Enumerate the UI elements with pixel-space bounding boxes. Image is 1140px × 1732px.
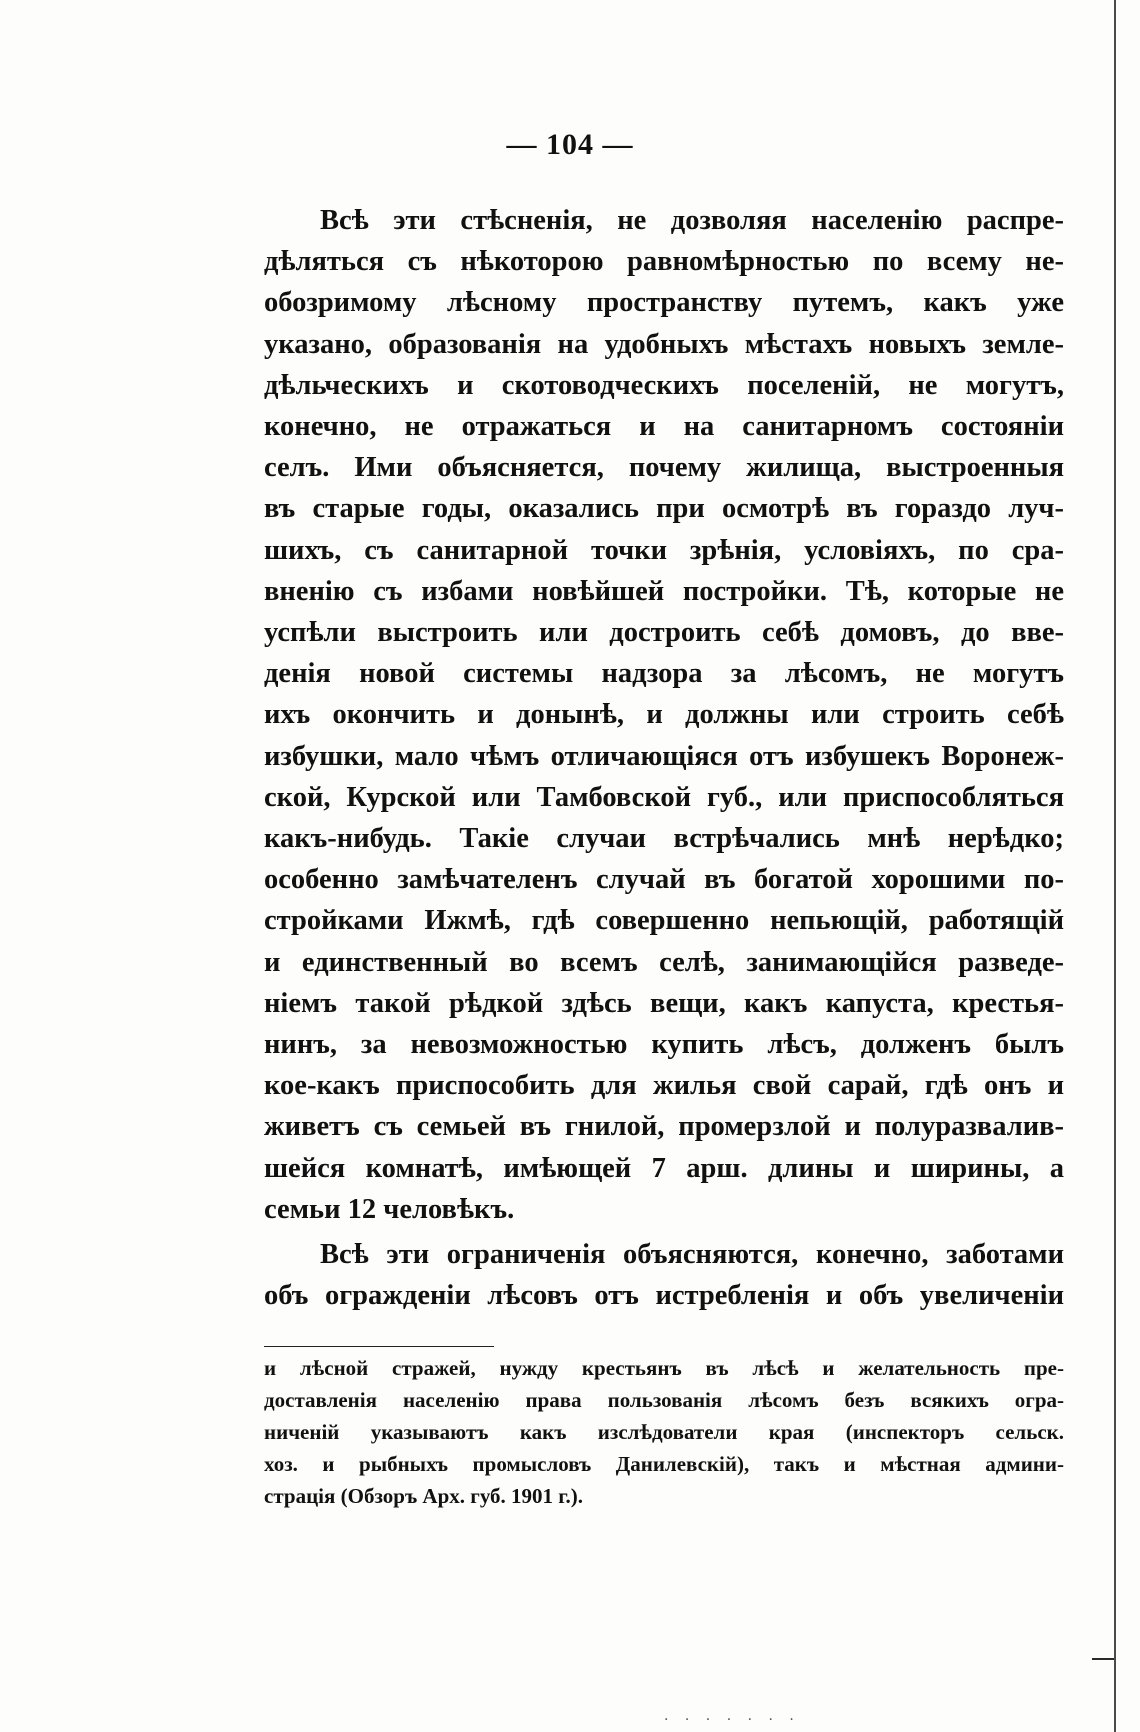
- text-line: Всѣ эти стѣсненія, не дозволяя населенію распре-: [320, 205, 1064, 236]
- text-line: успѣли выстроить или достроить себѣ домовъ, до вве-: [264, 617, 1064, 649]
- page-number: — 104 —: [506, 128, 634, 161]
- text-line: особенно замѣчателенъ случай въ богатой хорошими по-: [264, 864, 1064, 896]
- text-line: вненію съ избами новѣйшей постройки. Тѣ, которые не: [264, 575, 1064, 607]
- footnote-line: ниченій указываютъ какъ изслѣдователи края (инспекторъ сельск.: [264, 1420, 1064, 1444]
- text-line: какъ-нибудь. Такіе случаи встрѣчались мнѣ нерѣдко;: [264, 823, 1064, 855]
- text-line: ской, Курской или Тамбовской губ., или приспособляться: [264, 781, 1064, 813]
- text-line: обозримому лѣсному пространству путемъ, какъ уже: [264, 287, 1064, 319]
- text-line: ніемъ такой рѣдкой здѣсь вещи, какъ капуста, крестья-: [264, 987, 1064, 1019]
- text-line: селъ. Ими объясняется, почему жилища, выстроенныя: [264, 452, 1064, 484]
- text-line: кое-какъ приспособить для жилья свой сарай, гдѣ онъ и: [264, 1070, 1064, 1102]
- text-line: указано, образованія на удобныхъ мѣстахъ новыхъ земле-: [264, 328, 1064, 360]
- text-line: нинъ, за невозможностью купить лѣсъ, долженъ былъ: [264, 1029, 1064, 1061]
- text-line: и единственный во всемъ селѣ, занимающійся разведе-: [264, 946, 1064, 978]
- text-line: денія новой системы надзора за лѣсомъ, не могутъ: [264, 658, 1064, 690]
- footnote-line: и лѣсной стражей, нужду крестьянъ въ лѣсѣ и желательность пре-: [264, 1356, 1064, 1380]
- text-line: избушки, мало чѣмъ отличающіяся отъ избушекъ Воронеж-: [264, 740, 1064, 772]
- text-line: стройками Ижмѣ, гдѣ совершенно непьющій, работящій: [264, 905, 1064, 937]
- text-line: конечно, не отражаться и на санитарномъ состояніи: [264, 411, 1064, 443]
- text-line: живетъ съ семьей въ гнилой, промерзлой и полуразвалив-: [264, 1111, 1064, 1143]
- footnote: [264, 1352, 1064, 1512]
- text-line: шейся комнатѣ, имѣющей 7 арш. длины и ширины, а: [264, 1152, 1064, 1184]
- page-edge-tick: [1092, 1658, 1114, 1660]
- text-line: семьи 12 человѣкъ.: [264, 1193, 515, 1225]
- page-edge-line: [1114, 0, 1116, 1732]
- footnote-line: доставленія населенію права пользованія лѣсомъ безъ всякихъ огра-: [264, 1388, 1064, 1412]
- main-text: [264, 200, 1064, 1316]
- text-line: объ огражденіи лѣсовъ отъ истребленія и объ увеличеніи: [264, 1280, 1064, 1312]
- text-line: Всѣ эти ограниченія объясняются, конечно, заботами: [320, 1239, 1064, 1271]
- footnote-line: хоз. и рыбныхъ промысловъ Данилевскій), такъ и мѣстная админи-: [264, 1452, 1064, 1476]
- text-line: ихъ окончить и донынѣ, и должны или строить себѣ: [264, 699, 1064, 731]
- text-line: въ старые годы, оказались при осмотрѣ въ гораздо луч-: [264, 493, 1064, 525]
- text-line: дѣляться съ нѣкоторою равномѣрностью по всему не-: [264, 246, 1064, 278]
- text-line: шихъ, съ санитарной точки зрѣнія, условіяхъ, по сра-: [264, 534, 1064, 566]
- scan-dots: · · · · · · ·: [664, 1712, 800, 1728]
- footnote-rule: [264, 1346, 494, 1347]
- text-line: дѣльческихъ и скотоводческихъ поселеній, не могутъ,: [264, 369, 1064, 401]
- footnote-line: страція (Обзоръ Арх. губ. 1901 г.).: [264, 1484, 583, 1508]
